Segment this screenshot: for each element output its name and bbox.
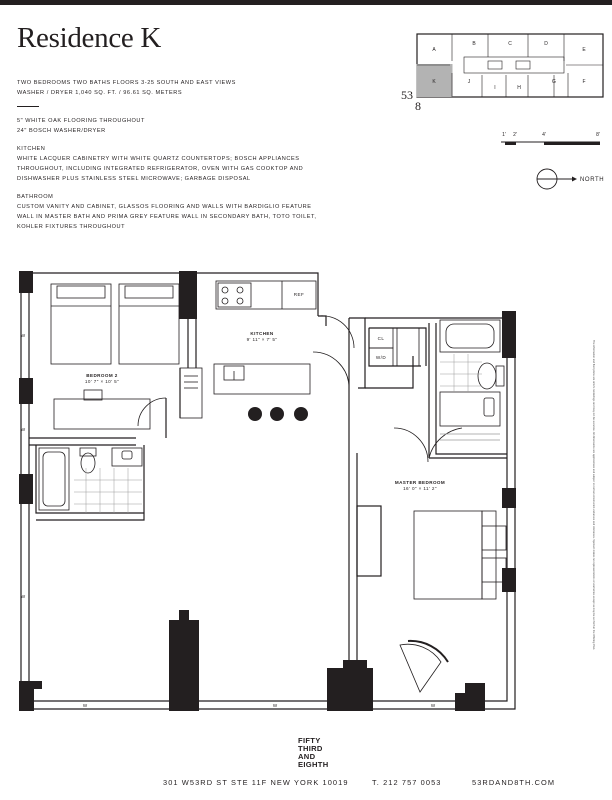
key-unit-d: D	[544, 41, 548, 47]
key-unit-i: I	[494, 85, 496, 91]
closet-label: CL	[377, 336, 385, 341]
bath-line-1: CUSTOM VANITY AND CABINET, GLASSOS FLOORING AND WALLS WITH BARDIGLIO FEATURE	[17, 204, 312, 210]
floor-plan	[16, 268, 521, 719]
bedroom-2-dims: 10' 7" × 10' 5"	[84, 379, 120, 384]
kitchen-heading: KITCHEN	[17, 146, 46, 152]
building-logo	[298, 737, 329, 769]
key-unit-a: A	[432, 47, 436, 53]
master-bedroom-label: MASTER BEDROOM	[394, 480, 446, 485]
kitchen-dims: 9' 11" × 7' 5"	[246, 337, 278, 342]
disclaimer	[587, 340, 595, 760]
logo-line-4: EIGHTH	[298, 760, 329, 769]
logo-line-1: FIFTY	[298, 736, 321, 745]
washer-dryer-label: W/D	[375, 355, 387, 360]
bath-line-3: KOHLER FIXTURES THROUGHOUT	[17, 224, 126, 230]
footer-phone: T. 212 757 0053	[372, 778, 442, 787]
master-bedroom-dims: 16' 0" × 11' 2"	[403, 486, 437, 491]
top-border	[0, 0, 612, 5]
key-unit-j: J	[467, 79, 471, 85]
street-label-8: 8	[415, 99, 421, 113]
key-unit-k: K	[432, 79, 436, 85]
scale-tick-1: 1'	[502, 132, 506, 138]
window-label-south-1: W	[82, 703, 88, 708]
disclaimer-text: The information and floor plans are artist's renderings and may not be accurate. All dimensions are approximate and subject to normal construction variances and tolerances. Sponsor makes no representations or warranties except as may be set forth in the Offering Plan.	[592, 340, 595, 650]
bath-heading: BATHROOM	[17, 194, 54, 200]
window-label-west-3: W	[20, 594, 26, 599]
scale-tick-4: 4'	[542, 132, 546, 138]
window-label-south-3: W	[430, 703, 436, 708]
key-unit-e: E	[582, 47, 586, 53]
key-unit-h: H	[517, 85, 521, 91]
scale-tick-8: 8'	[596, 132, 600, 138]
summary-line-1: TWO BEDROOMS TWO BATHS FLOORS 3-25 SOUTH AND EAST VIEWS	[17, 80, 236, 86]
summary-line-2: WASHER / DRYER 1,040 SQ. FT. / 96.61 SQ. METERS	[17, 90, 183, 96]
scale-bar	[501, 131, 601, 151]
key-unit-f: F	[582, 79, 586, 85]
footer-website[interactable]: 53RDAND8TH.COM	[472, 778, 556, 787]
key-unit-g: G	[552, 79, 556, 85]
kitchen-line-2: THROUGHOUT, INCLUDING INTEGRATED REFRIGERATOR, OVEN WITH GAS COOKTOP AND	[17, 166, 304, 172]
footer-address: 301 W53RD ST STE 11F NEW YORK 10019	[163, 778, 349, 787]
key-unit-c: C	[508, 41, 512, 47]
divider	[17, 106, 39, 107]
bedroom-2-label: BEDROOM 2	[86, 373, 118, 378]
kitchen-label: KITCHEN	[250, 331, 274, 336]
window-label-west-1: W	[20, 333, 26, 338]
window-label-west-2: W	[20, 427, 26, 432]
bath-line-2: WALL IN MASTER BATH AND PRIMA GREY FEATURE WALL IN SECONDARY BATH, TOTO TOILET,	[17, 214, 317, 220]
north-compass	[536, 165, 606, 195]
street-label-53: 53	[401, 88, 413, 102]
key-unit-b: B	[472, 41, 476, 47]
residence-title: Residence K	[17, 22, 162, 54]
kitchen-line-1: WHITE LACQUER CABINETRY WITH WHITE QUARTZ COUNTERTOPS; BOSCH APPLIANCES	[17, 156, 300, 162]
ref-label: REF	[293, 292, 305, 297]
scale-tick-2: 2'	[513, 132, 517, 138]
window-label-south-2: W	[272, 703, 278, 708]
logo-line-2: THIRD	[298, 744, 323, 753]
feature-washer: 24" BOSCH WASHER/DRYER	[17, 128, 106, 134]
logo-line-3: AND	[298, 752, 316, 761]
kitchen-line-3: DISHWASHER PLUS STAINLESS STEEL MICROWAVE; GARBAGE DISPOSAL	[17, 176, 251, 182]
feature-flooring: 5" WHITE OAK FLOORING THROUGHOUT	[17, 118, 145, 124]
key-plan	[416, 33, 606, 103]
north-label: NORTH	[580, 177, 605, 183]
